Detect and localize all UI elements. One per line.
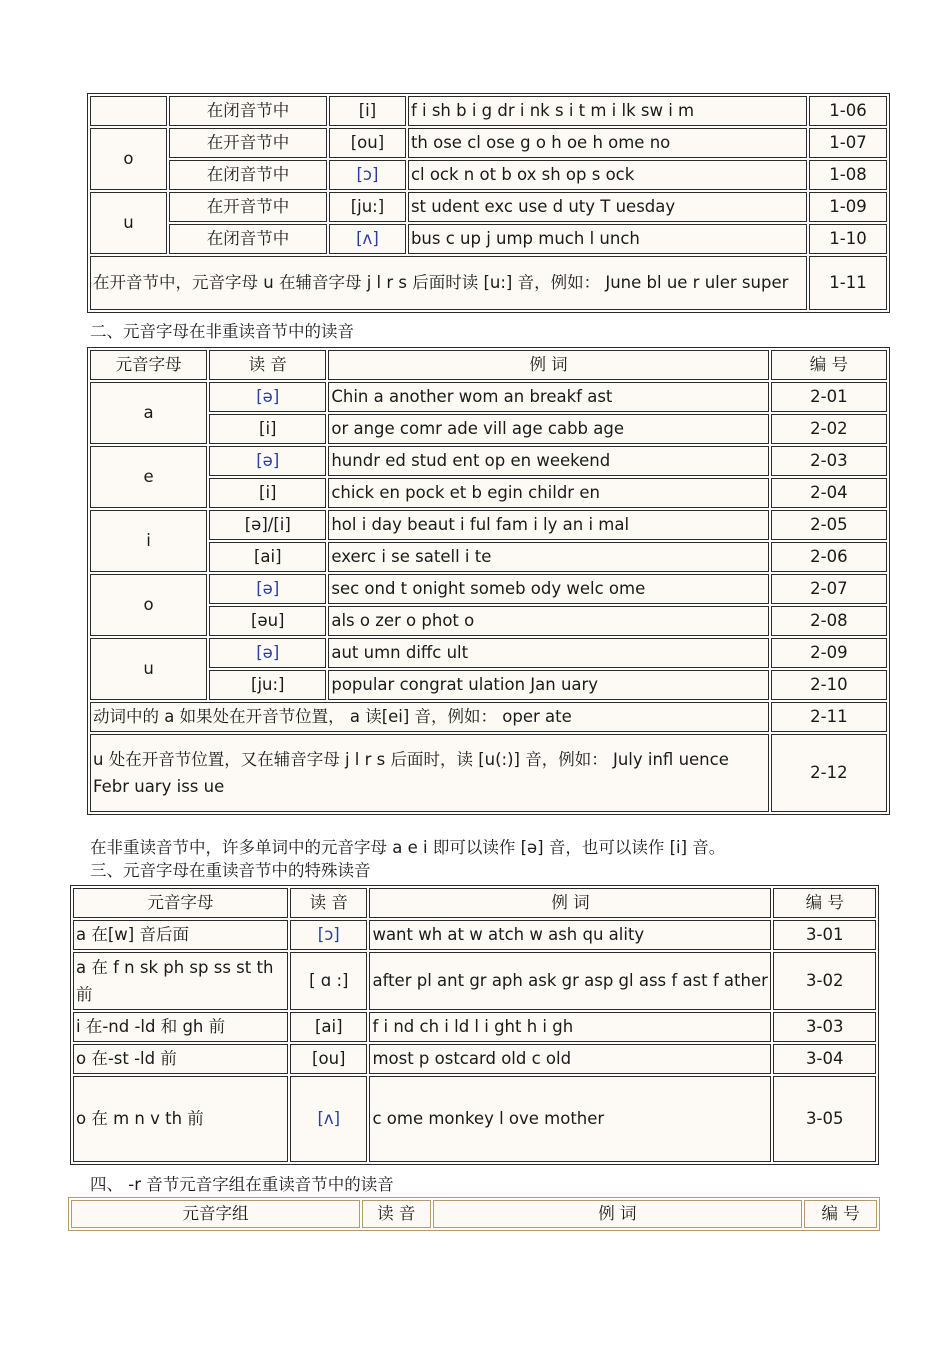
sound-cell: [ai] xyxy=(209,542,326,572)
sound-cell: [ə] xyxy=(209,574,326,604)
sound-cell: [ ɑ :] xyxy=(290,952,367,1010)
table-row xyxy=(90,96,887,126)
position-cell: 在开音节中 xyxy=(169,128,327,158)
column-header: 编 号 xyxy=(804,1200,877,1228)
table-row xyxy=(90,510,887,540)
table-row xyxy=(90,192,887,222)
section4-table xyxy=(68,1197,880,1231)
table-row xyxy=(90,670,887,700)
section3-heading: 三、元音字母在重读音节中的特殊读音 xyxy=(90,861,371,880)
sound-cell: [ou] xyxy=(290,1044,367,1074)
column-header: 元音字母 xyxy=(90,350,207,380)
section1-table xyxy=(87,93,890,313)
table-row xyxy=(90,128,887,158)
code-cell: 2-10 xyxy=(771,670,887,700)
sound-cell: [ə] xyxy=(209,382,326,412)
sound-cell: [ɔ] xyxy=(290,920,367,950)
table-row xyxy=(90,224,887,254)
code-cell: 3-04 xyxy=(773,1044,876,1074)
table-row xyxy=(90,542,887,572)
examples-cell: hundr ed stud ent op en weekend xyxy=(328,446,768,476)
table-row xyxy=(73,1012,876,1042)
letter-cell: a 在 f n sk ph sp ss st th 前 xyxy=(73,952,288,1010)
section2-heading: 二、元音字母在非重读音节中的读音 xyxy=(90,322,354,341)
footnote: 在非重读音节中，许多单词中的元音字母 a e i 即可以读作 [ə] 音，也可以读作 [i] 音。 xyxy=(90,838,726,857)
examples-cell: st udent exc use d uty T uesday xyxy=(408,192,807,222)
note-cell: 动词中的 a 如果处在开音节位置， a 读[ei] 音，例如： oper ate xyxy=(90,702,769,732)
examples-cell: th ose cl ose g o h oe h ome no xyxy=(408,128,807,158)
examples-cell: want wh at w atch w ash qu ality xyxy=(369,920,771,950)
header-row xyxy=(73,888,876,918)
letter-cell: o 在-st -ld 前 xyxy=(73,1044,288,1074)
code-cell: 2-07 xyxy=(771,574,887,604)
column-header: 例 词 xyxy=(328,350,768,380)
examples-cell: f i sh b i g dr i nk s i t m i lk sw i m xyxy=(408,96,807,126)
examples-cell: or ange comr ade vill age cabb age xyxy=(328,414,768,444)
examples-cell: bus c up j ump much l unch xyxy=(408,224,807,254)
table-row xyxy=(90,414,887,444)
letter-cell: u xyxy=(90,638,207,700)
note-cell: u 处在开音节位置，又在辅音字母 j l r s 后面时，读 [u(:)] 音，例如： July infl uence Febr uary iss ue xyxy=(90,734,769,812)
column-header: 例 词 xyxy=(433,1200,803,1228)
letter-cell: o xyxy=(90,128,167,190)
table-row xyxy=(90,734,887,812)
code-cell: 2-06 xyxy=(771,542,887,572)
position-cell: 在闭音节中 xyxy=(169,96,327,126)
code-cell: 1-09 xyxy=(809,192,887,222)
sound-cell: [i] xyxy=(329,96,406,126)
letter-cell: o xyxy=(90,574,207,636)
examples-cell: hol i day beaut i ful fam i ly an i mal xyxy=(328,510,768,540)
column-header: 读 音 xyxy=(290,888,367,918)
code-cell: 1-10 xyxy=(809,224,887,254)
table-row xyxy=(90,702,887,732)
table-row xyxy=(73,1044,876,1074)
sound-cell: [ʌ] xyxy=(329,224,406,254)
code-cell: 2-04 xyxy=(771,478,887,508)
code-cell: 3-05 xyxy=(773,1076,876,1162)
code-cell: 2-05 xyxy=(771,510,887,540)
code-cell: 3-03 xyxy=(773,1012,876,1042)
section2-table xyxy=(87,347,890,815)
code-cell: 1-08 xyxy=(809,160,887,190)
letter-cell: i xyxy=(90,510,207,572)
examples-cell: most p ostcard old c old xyxy=(369,1044,771,1074)
column-header: 读 音 xyxy=(362,1200,431,1228)
code-cell: 3-02 xyxy=(773,952,876,1010)
examples-cell: sec ond t onight someb ody welc ome xyxy=(328,574,768,604)
table-row xyxy=(90,478,887,508)
section4-heading: 四、 -r 音节元音字组在重读音节中的读音 xyxy=(90,1175,394,1194)
code-cell: 2-03 xyxy=(771,446,887,476)
sound-cell: [ai] xyxy=(290,1012,367,1042)
table-row xyxy=(90,160,887,190)
letter-cell: a 在[w] 音后面 xyxy=(73,920,288,950)
letter-cell: a xyxy=(90,382,207,444)
examples-cell: popular congrat ulation Jan uary xyxy=(328,670,768,700)
sound-cell: [ə]/[i] xyxy=(209,510,326,540)
table-row xyxy=(90,574,887,604)
header-row xyxy=(90,350,887,380)
letter-cell xyxy=(90,96,167,126)
sound-cell: [i] xyxy=(209,414,326,444)
examples-cell: als o zer o phot o xyxy=(328,606,768,636)
table-row xyxy=(90,638,887,668)
examples-cell: c ome monkey l ove mother xyxy=(369,1076,771,1162)
table-row xyxy=(90,256,887,310)
code-cell: 2-02 xyxy=(771,414,887,444)
letter-cell: i 在-nd -ld 和 gh 前 xyxy=(73,1012,288,1042)
code-cell: 1-11 xyxy=(809,256,887,310)
section3-table xyxy=(70,885,879,1165)
letter-cell: o 在 m n v th 前 xyxy=(73,1076,288,1162)
note-cell: 在开音节中，元音字母 u 在辅音字母 j l r s 后面时读 [u:] 音，例如： June bl ue r uler super xyxy=(90,256,807,310)
sound-cell: [ə] xyxy=(209,638,326,668)
position-cell: 在闭音节中 xyxy=(169,160,327,190)
table-row xyxy=(73,952,876,1010)
code-cell: 3-01 xyxy=(773,920,876,950)
column-header: 元音字组 xyxy=(71,1200,360,1228)
sound-cell: [ə] xyxy=(209,446,326,476)
sound-cell: [ju:] xyxy=(209,670,326,700)
table-row xyxy=(90,382,887,412)
sound-cell: [i] xyxy=(209,478,326,508)
code-cell: 1-07 xyxy=(809,128,887,158)
code-cell: 1-06 xyxy=(809,96,887,126)
sound-cell: [ɔ] xyxy=(329,160,406,190)
sound-cell: [əu] xyxy=(209,606,326,636)
code-cell: 2-01 xyxy=(771,382,887,412)
sound-cell: [ʌ] xyxy=(290,1076,367,1162)
letter-cell: u xyxy=(90,192,167,254)
table-row xyxy=(90,446,887,476)
code-cell: 2-12 xyxy=(771,734,887,812)
code-cell: 2-11 xyxy=(771,702,887,732)
letter-cell: e xyxy=(90,446,207,508)
examples-cell: chick en pock et b egin childr en xyxy=(328,478,768,508)
column-header: 编 号 xyxy=(771,350,887,380)
position-cell: 在开音节中 xyxy=(169,192,327,222)
examples-cell: f i nd ch i ld l i ght h i gh xyxy=(369,1012,771,1042)
table-row xyxy=(90,606,887,636)
code-cell: 2-09 xyxy=(771,638,887,668)
column-header: 元音字母 xyxy=(73,888,288,918)
sound-cell: [ju:] xyxy=(329,192,406,222)
header-row xyxy=(71,1200,877,1228)
examples-cell: exerc i se satell i te xyxy=(328,542,768,572)
position-cell: 在闭音节中 xyxy=(169,224,327,254)
code-cell: 2-08 xyxy=(771,606,887,636)
column-header: 读 音 xyxy=(209,350,326,380)
examples-cell: aut umn diffc ult xyxy=(328,638,768,668)
examples-cell: after pl ant gr aph ask gr asp gl ass f ast f ather xyxy=(369,952,771,1010)
column-header: 例 词 xyxy=(369,888,771,918)
table-row xyxy=(73,920,876,950)
column-header: 编 号 xyxy=(773,888,876,918)
table-row xyxy=(73,1076,876,1162)
examples-cell: cl ock n ot b ox sh op s ock xyxy=(408,160,807,190)
sound-cell: [ou] xyxy=(329,128,406,158)
examples-cell: Chin a another wom an breakf ast xyxy=(328,382,768,412)
